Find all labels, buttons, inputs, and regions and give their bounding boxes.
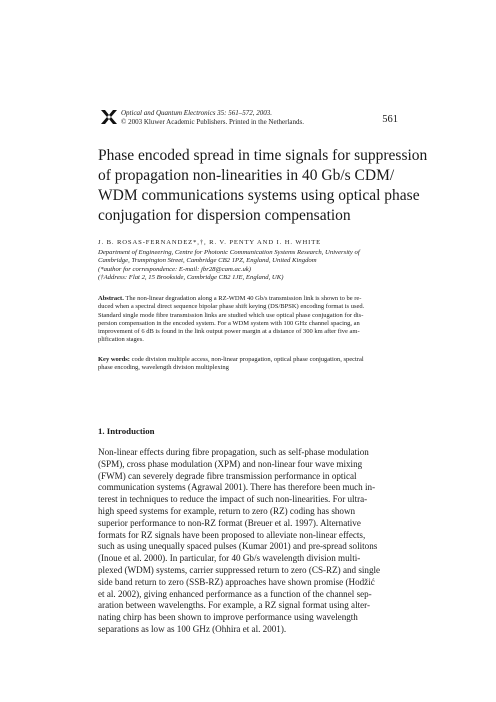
body-line: nating chirp has been shown to improve performance using wavelength xyxy=(98,612,358,623)
title-line: of propagation non-linearities in 40 Gb/s CDM/ xyxy=(98,167,395,184)
body-line: plexed (WDM) systems, carrier suppressed return to zero (CS-RZ) and single xyxy=(98,564,381,575)
body-line: et al. 2002), giving enhanced performance as a function of the channel sep- xyxy=(98,588,372,599)
keywords-label: Key words: xyxy=(98,356,130,363)
journal-citation: Optical and Quantum Electronics 35: 561–572, 2003. xyxy=(121,109,273,117)
body-line: (Inoue et al. 2000). In particular, for 40 Gb/s wavelength division multi- xyxy=(98,553,361,564)
abstract-label: Abstract. xyxy=(98,295,124,302)
affiliation-line: (*author for correspondence: E-mail: jbr28@cam.ac.uk) xyxy=(98,265,251,273)
publisher-logo-icon xyxy=(99,108,119,126)
abstract-line: persion compensation in the encoded system. For a WDM system with 100 GHz channel spacing, an xyxy=(98,319,360,327)
author-list: J. B. ROSAS-FERNANDEZ*,†, R. V. PENTY AND I. H. WHITE xyxy=(98,239,322,246)
journal-header xyxy=(121,109,304,127)
body-line: such as using unequally spaced pulses (Kumar 2001) and pre-spread solitons xyxy=(98,541,378,552)
section-heading: 1. Introduction xyxy=(98,426,155,436)
body-line: side band return to zero (SSB-RZ) approaches have shown promise (Hodžić xyxy=(98,576,375,587)
title-line: Phase encoded spread in time signals for suppression xyxy=(98,147,428,164)
body-line: superior performance to non-RZ format (Breuer et al. 1997). Alternative xyxy=(98,517,361,528)
keywords xyxy=(98,356,398,373)
title-line: conjugation for dispersion compensation xyxy=(98,207,351,224)
body-line: formats for RZ signals have been proposed to alleviate non-linear effects, xyxy=(98,529,366,540)
body-line: Non-linear effects during fibre propagation, such as self-phase modulation xyxy=(98,447,369,457)
paper-title xyxy=(98,146,428,226)
body-line: (SPM), cross phase modulation (XPM) and non-linear four wave mixing xyxy=(98,458,363,469)
page-number: 561 xyxy=(382,114,398,125)
body-text xyxy=(98,447,398,636)
body-line: communication systems (Agrawal 2001). There has therefore been much in- xyxy=(98,482,376,493)
abstract-line: duced when a spectral direct sequence bipolar phase shift keying (DS/BPSK) encoding format is used. xyxy=(98,303,365,311)
abstract-line: The non-linear degradation along a RZ-WDM 40 Gb/s transmission link is shown to be re- xyxy=(125,295,362,302)
affiliation-line: (†Address: Flat 2, 15 Brookside, Cambridge CB2 1JE, England, UK) xyxy=(98,274,284,282)
abstract xyxy=(98,295,398,345)
abstract-line: Standard single mode fibre transmission links are studied which use optical phase conjugation for dis- xyxy=(98,311,364,319)
body-line: terest in techniques to reduce the impact of such non-linearities. For ultra- xyxy=(98,494,368,505)
affiliation-line: Department of Engineering, Centre for Photonic Communication Systems Research, University of xyxy=(98,249,360,256)
affiliation-line: Cambridge, Trumpington Street, Cambridge CB2 1PZ, England, United Kingdom xyxy=(98,257,317,265)
abstract-line: plification stages. xyxy=(98,336,144,344)
body-line: high speed systems for example, return to zero (RZ) coding has shown xyxy=(98,505,356,516)
keywords-line: phase encoding, wavelength division multiplexing xyxy=(98,364,229,372)
body-line: separations as low as 100 GHz (Ohhira et al. 2001). xyxy=(98,623,287,634)
abstract-line: improvement of 6 dB is found in the link output power margin at a distance of 300 km after five am- xyxy=(98,328,360,336)
copyright-line: © 2003 Kluwer Academic Publishers. Printed in the Netherlands. xyxy=(121,118,305,126)
affiliation xyxy=(98,249,408,283)
title-line: WDM communications systems using optical phase xyxy=(98,187,420,204)
body-line: aration between wavelengths. For example, a RZ signal format using alter- xyxy=(98,600,371,611)
keywords-line: code division multiple access, non-linear propagation, optical phase conjugation, spectral xyxy=(131,356,364,363)
body-line: (FWM) can severely degrade fibre transmission performance in optical xyxy=(98,470,357,481)
